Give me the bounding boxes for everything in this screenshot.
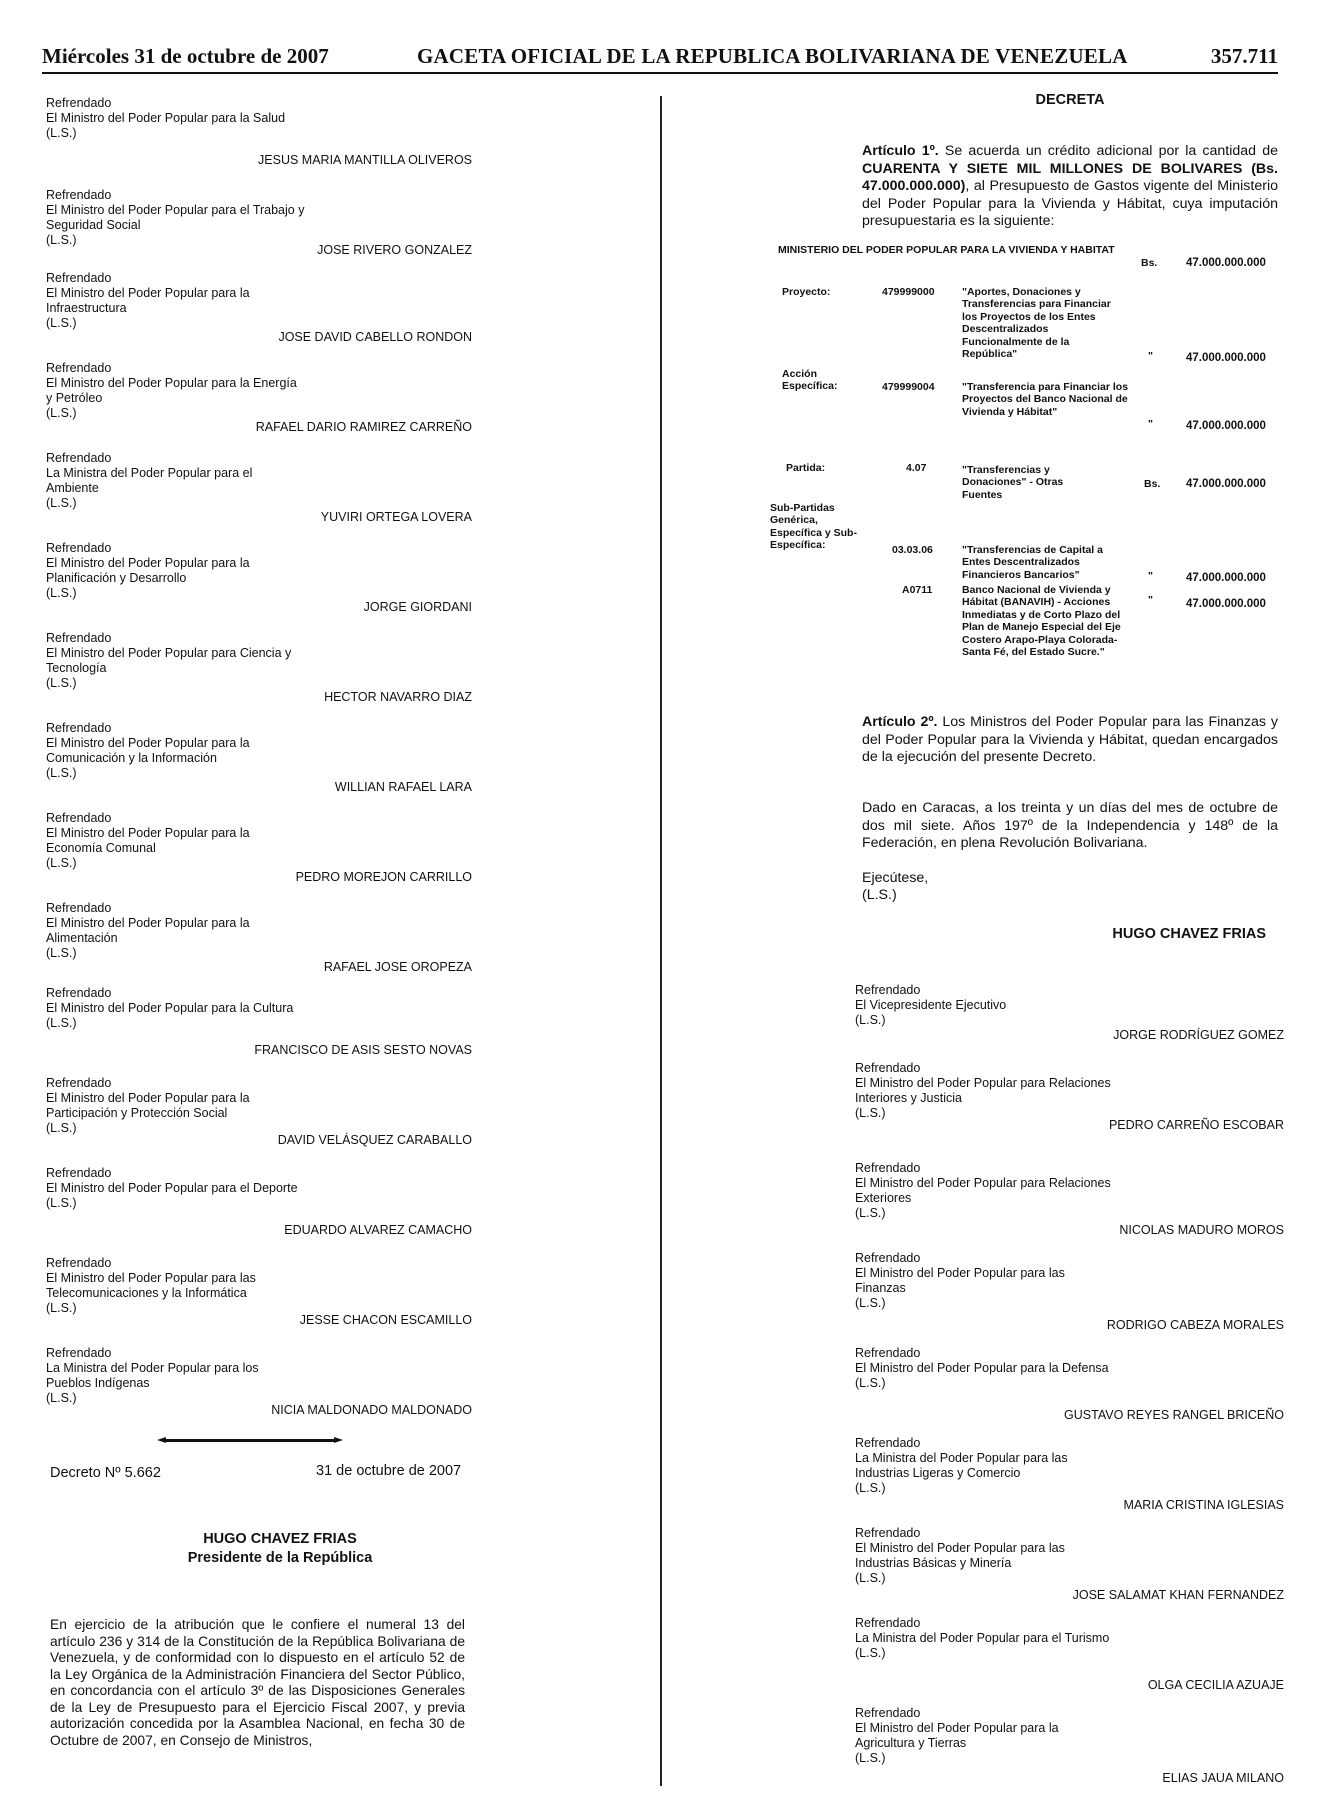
budget-amount: 47.000.000.000 xyxy=(1186,598,1266,610)
budget-partida-code: 4.07 xyxy=(906,462,927,474)
signatory-name: PEDRO MOREJON CARRILLO xyxy=(295,870,472,884)
budget-amount: 47.000.000.000 xyxy=(1186,352,1266,364)
refrendo-block xyxy=(46,631,306,691)
refrendo-label: Refrendado xyxy=(46,188,112,202)
article-1-label: Artículo 1º. xyxy=(862,143,939,159)
budget-ditto-mark: " xyxy=(1148,350,1153,362)
signatory-name: RAFAEL JOSE OROPEZA xyxy=(323,960,472,974)
refrendo-block xyxy=(855,1061,1115,1121)
refrendo-seal: (L.S.) xyxy=(46,233,77,247)
refrendo-label: Refrendado xyxy=(46,986,112,1000)
article-1-text-b: , al Presupuesto de Gastos vigente del Ministerio del Poder Popular para la Vivienda y Hábitat, cuya imputación presupuestaria es la siguiente: xyxy=(862,178,1278,229)
budget-proyecto-label: Proyecto: xyxy=(782,286,831,298)
article-2-label: Artículo 2º. xyxy=(862,714,938,730)
refrendo-block xyxy=(46,188,306,248)
refrendo-seal: (L.S.) xyxy=(46,1391,77,1405)
refrendo-label: Refrendado xyxy=(46,1166,112,1180)
budget-ditto-mark: " xyxy=(1148,418,1153,430)
signatory-name: JESUS MARIA MANTILLA OLIVEROS xyxy=(258,153,472,167)
signatory-name: MARIA CRISTINA IGLESIAS xyxy=(1123,1498,1284,1512)
refrendo-seal: (L.S.) xyxy=(46,1196,77,1210)
budget-a-desc: Banco Nacional de Vivienda y Hábitat (BANAVIH) - Acciones Inmediatas y de Corto Plazo del Plan de Manejo Especial del Eje Costero Arapo-Playa Colorada-Santa Fé, del Estado Sucre." xyxy=(962,584,1121,659)
article-2 xyxy=(862,714,1278,767)
budget-subpartida-desc: "Transferencias de Capital a Entes Descentralizados Financieros Bancarios" xyxy=(962,544,1103,581)
article-1 xyxy=(862,143,1278,231)
refrendo-office: El Ministro del Poder Popular para las Telecomunicaciones y la Informática xyxy=(46,1271,256,1300)
president-name: HUGO CHAVEZ FRIAS xyxy=(203,1531,357,1547)
refrendo-label: Refrendado xyxy=(46,811,112,825)
president-signature-name: HUGO CHAVEZ FRIAS xyxy=(1112,926,1266,942)
refrendo-block xyxy=(46,721,306,781)
refrendo-seal: (L.S.) xyxy=(46,126,77,140)
refrendo-office: El Ministro del Poder Popular para el Deporte xyxy=(46,1181,298,1195)
refrendo-office: El Ministro del Poder Popular para la Infraestructura xyxy=(46,286,250,315)
signatory-name: OLGA CECILIA AZUAJE xyxy=(1147,1678,1284,1692)
refrendo-label: Refrendado xyxy=(855,1436,921,1450)
article-1-text-a: Se acuerda un crédito adicional por la cantidad de xyxy=(938,143,1278,159)
refrendo-seal: (L.S.) xyxy=(855,1571,886,1585)
refrendo-office: El Ministro del Poder Popular para las Industrias Básicas y Minería xyxy=(855,1541,1065,1570)
refrendo-label: Refrendado xyxy=(855,1616,921,1630)
page-header xyxy=(42,44,1278,74)
section-divider xyxy=(165,1439,335,1442)
refrendo-seal: (L.S.) xyxy=(46,496,77,510)
refrendo-office: La Ministra del Poder Popular para el Turismo xyxy=(855,1631,1110,1645)
refrendo-seal: (L.S.) xyxy=(46,946,77,960)
signatory-name: GUSTAVO REYES RANGEL BRICEÑO xyxy=(1064,1408,1284,1422)
budget-amount: 47.000.000.000 xyxy=(1186,572,1266,584)
refrendo-label: Refrendado xyxy=(855,983,921,997)
budget-ditto-mark: " xyxy=(1148,594,1153,606)
refrendo-office: La Ministra del Poder Popular para los Pueblos Indígenas xyxy=(46,1361,259,1390)
refrendo-seal: (L.S.) xyxy=(46,856,77,870)
budget-amount: 47.000.000.000 xyxy=(1186,478,1266,490)
refrendo-label: Refrendado xyxy=(46,721,112,735)
refrendo-office: El Ministro del Poder Popular para la Energía y Petróleo xyxy=(46,376,297,405)
refrendo-seal: (L.S.) xyxy=(855,1751,886,1765)
refrendo-office: El Ministro del Poder Popular para el Trabajo y Seguridad Social xyxy=(46,203,305,232)
decree-number: Decreto Nº 5.662 xyxy=(50,1465,161,1481)
signatory-name: PEDRO CARREÑO ESCOBAR xyxy=(1108,1118,1284,1132)
signatory-name: JOSE DAVID CABELLO RONDON xyxy=(278,330,472,344)
refrendo-block xyxy=(46,361,306,421)
budget-ministry: MINISTERIO DEL PODER POPULAR PARA LA VIVIENDA Y HABITAT xyxy=(778,244,1115,256)
refrendo-block xyxy=(46,901,306,961)
signatory-name: ELIAS JAUA MILANO xyxy=(1162,1771,1284,1785)
refrendo-block xyxy=(855,1706,1115,1766)
refrendo-block xyxy=(46,541,306,601)
ejecutese-seal: (L.S.) xyxy=(862,887,897,903)
refrendo-block xyxy=(855,983,1115,1028)
decree-date: 31 de octubre de 2007 xyxy=(316,1463,462,1479)
refrendo-block xyxy=(46,1076,306,1136)
refrendo-seal: (L.S.) xyxy=(855,1376,886,1390)
ejecutese: Ejecútese, xyxy=(862,870,929,886)
issue-date: Miércoles 31 de octubre de 2007 xyxy=(42,44,329,68)
budget-amount: 47.000.000.000 xyxy=(1186,257,1266,269)
refrendo-seal: (L.S.) xyxy=(46,766,77,780)
signatory-name: RAFAEL DARIO RAMIREZ CARREÑO xyxy=(255,420,472,434)
refrendo-label: Refrendado xyxy=(855,1346,921,1360)
refrendo-label: Refrendado xyxy=(46,96,112,110)
refrendo-office: El Ministro del Poder Popular para la Economía Comunal xyxy=(46,826,250,855)
refrendo-seal: (L.S.) xyxy=(855,1206,886,1220)
refrendo-office: La Ministra del Poder Popular para las Industrias Ligeras y Comercio xyxy=(855,1451,1068,1480)
signatory-name: YUVIRI ORTEGA LOVERA xyxy=(320,510,472,524)
refrendo-label: Refrendado xyxy=(46,451,112,465)
refrendo-seal: (L.S.) xyxy=(46,1121,77,1135)
signatory-name: JORGE RODRÍGUEZ GOMEZ xyxy=(1113,1028,1284,1042)
refrendo-label: Refrendado xyxy=(46,271,112,285)
budget-accion-label: Acción Específica: xyxy=(782,368,838,393)
refrendo-label: Refrendado xyxy=(46,361,112,375)
refrendo-seal: (L.S.) xyxy=(46,1301,77,1315)
signatory-name: DAVID VELÁSQUEZ CARABALLO xyxy=(277,1133,472,1147)
refrendo-office: El Ministro del Poder Popular para la Cultura xyxy=(46,1001,294,1015)
refrendo-block xyxy=(46,1256,306,1316)
budget-amount: 47.000.000.000 xyxy=(1186,420,1266,432)
signatory-name: JORGE GIORDANI xyxy=(363,600,472,614)
budget-partida-label: Partida: xyxy=(786,462,826,474)
signatory-name: HECTOR NAVARRO DIAZ xyxy=(324,690,472,704)
refrendo-label: Refrendado xyxy=(855,1526,921,1540)
signatory-name: NICIA MALDONADO MALDONADO xyxy=(271,1403,472,1417)
refrendo-label: Refrendado xyxy=(855,1706,921,1720)
budget-proyecto-desc: "Aportes, Donaciones y Transferencias para Financiar los Proyectos de los Entes Descentralizados Funcionalmente de la República" xyxy=(962,286,1111,361)
refrendo-office: La Ministra del Poder Popular para el Ambiente xyxy=(46,466,253,495)
signatory-name: RODRIGO CABEZA MORALES xyxy=(1106,1318,1284,1332)
refrendo-seal: (L.S.) xyxy=(855,1646,886,1660)
refrendo-office: El Ministro del Poder Popular para Ciencia y Tecnología xyxy=(46,646,292,675)
budget-accion-code: 479999004 xyxy=(882,381,935,393)
budget-ditto-mark: " xyxy=(1148,570,1153,582)
refrendo-block xyxy=(855,1346,1115,1391)
budget-subpartida-label: Sub-Partidas Genérica, Específica y Sub-Específica: xyxy=(770,502,857,552)
refrendo-block xyxy=(855,1251,1115,1311)
refrendo-seal: (L.S.) xyxy=(855,1481,886,1495)
budget-currency: Bs. xyxy=(1144,478,1161,490)
refrendo-block xyxy=(46,811,306,871)
decreta-heading: DECRETA xyxy=(1035,92,1105,108)
budget-a-code: A0711 xyxy=(902,584,933,596)
refrendo-seal: (L.S.) xyxy=(46,1016,77,1030)
refrendo-label: Refrendado xyxy=(46,541,112,555)
refrendo-label: Refrendado xyxy=(46,631,112,645)
refrendo-block xyxy=(46,1346,306,1406)
refrendo-office: El Ministro del Poder Popular para Relaciones Exteriores xyxy=(855,1176,1111,1205)
header-rule xyxy=(42,72,1278,74)
signatory-name: WILLIAN RAFAEL LARA xyxy=(334,780,472,794)
refrendo-office: El Ministro del Poder Popular para la Alimentación xyxy=(46,916,250,945)
refrendo-seal: (L.S.) xyxy=(46,406,77,420)
refrendo-office: El Ministro del Poder Popular para la Salud xyxy=(46,111,286,125)
page-number: 357.711 xyxy=(1210,44,1278,68)
budget-partida-desc: "Transferencias y Donaciones" - Otras Fuentes xyxy=(962,464,1064,501)
signatory-name: JESSE CHACON ESCAMILLO xyxy=(299,1313,472,1327)
refrendo-block xyxy=(46,986,306,1031)
refrendo-seal: (L.S.) xyxy=(46,676,77,690)
article-2-text: Los Ministros del Poder Popular para las Finanzas y del Poder Popular para la Vivienda y Hábitat, quedan encargados de la ejecución del presente Decreto. xyxy=(862,714,1278,765)
refrendo-block xyxy=(46,96,306,141)
refrendo-block xyxy=(46,1166,306,1211)
decree-preamble: En ejercicio de la atribución que le confiere el numeral 13 del artículo 236 y 314 de la Constitución de la República Bolivariana de Venezuela, y de conformidad con lo dispuesto en el artículo 52 de la Ley Orgánica de la Administración Financiera del Sector Público, en concordancia con el artículo 3º de las Disposiciones Generales de la Ley de Presupuesto para el Ejercicio Fiscal 2007, y previa autorización concedida por la Asamblea Nacional, en fecha 30 de Octubre de 2007, en Consejo de Ministros, xyxy=(50,1617,465,1748)
refrendo-label: Refrendado xyxy=(46,1076,112,1090)
refrendo-label: Refrendado xyxy=(46,1346,112,1360)
refrendo-block xyxy=(46,271,306,331)
refrendo-label: Refrendado xyxy=(46,901,112,915)
refrendo-block xyxy=(855,1526,1115,1586)
refrendo-seal: (L.S.) xyxy=(855,1106,886,1120)
refrendo-label: Refrendado xyxy=(855,1161,921,1175)
article-1-amount: CUARENTA Y SIETE MIL MILLONES DE BOLIVARES (Bs. 47.000.000.000) xyxy=(862,160,1278,194)
refrendo-seal: (L.S.) xyxy=(855,1296,886,1310)
refrendo-block xyxy=(855,1436,1115,1496)
refrendo-office: El Ministro del Poder Popular para la Defensa xyxy=(855,1361,1109,1375)
refrendo-seal: (L.S.) xyxy=(855,1013,886,1027)
president-title: Presidente de la República xyxy=(187,1550,373,1566)
refrendo-office: El Ministro del Poder Popular para la Agricultura y Tierras xyxy=(855,1721,1059,1750)
refrendo-block xyxy=(46,451,306,511)
refrendo-seal: (L.S.) xyxy=(46,586,77,600)
signatory-name: EDUARDO ALVAREZ CAMACHO xyxy=(284,1223,472,1237)
refrendo-block xyxy=(855,1616,1115,1661)
signatory-name: NICOLAS MADURO MOROS xyxy=(1119,1223,1284,1237)
signatory-name: JOSE RIVERO GONZALEZ xyxy=(317,243,472,257)
refrendo-office: El Ministro del Poder Popular para la Planificación y Desarrollo xyxy=(46,556,250,585)
refrendo-office: El Ministro del Poder Popular para la Participación y Protección Social xyxy=(46,1091,250,1120)
column-divider xyxy=(660,96,662,1786)
budget-subpartida-code: 03.03.06 xyxy=(892,544,933,556)
budget-accion-desc: "Transferencia para Financiar los Proyectos del Banco Nacional de Vivienda y Hábitat" xyxy=(962,381,1129,418)
dado-en-caracas: Dado en Caracas, a los treinta y un días del mes de octubre de dos mil siete. Años 197º de la Independencia y 148º de la Federación, en plena Revolución Bolivariana. xyxy=(862,800,1278,851)
refrendo-office: El Ministro del Poder Popular para las Finanzas xyxy=(855,1266,1065,1295)
gazette-title: GACETA OFICIAL DE LA REPUBLICA BOLIVARIANA DE VENEZUELA xyxy=(417,44,1128,68)
refrendo-office: El Ministro del Poder Popular para la Comunicación y la Información xyxy=(46,736,250,765)
refrendo-office: El Ministro del Poder Popular para Relaciones Interiores y Justicia xyxy=(855,1076,1111,1105)
budget-currency: Bs. xyxy=(1141,257,1158,269)
budget-proyecto-code: 479999000 xyxy=(882,286,935,298)
refrendo-office: El Vicepresidente Ejecutivo xyxy=(855,998,1007,1012)
refrendo-seal: (L.S.) xyxy=(46,316,77,330)
refrendo-block xyxy=(855,1161,1115,1221)
refrendo-label: Refrendado xyxy=(855,1061,921,1075)
refrendo-label: Refrendado xyxy=(855,1251,921,1265)
signatory-name: JOSE SALAMAT KHAN FERNANDEZ xyxy=(1072,1588,1284,1602)
signatory-name: FRANCISCO DE ASIS SESTO NOVAS xyxy=(254,1043,472,1057)
refrendo-label: Refrendado xyxy=(46,1256,112,1270)
